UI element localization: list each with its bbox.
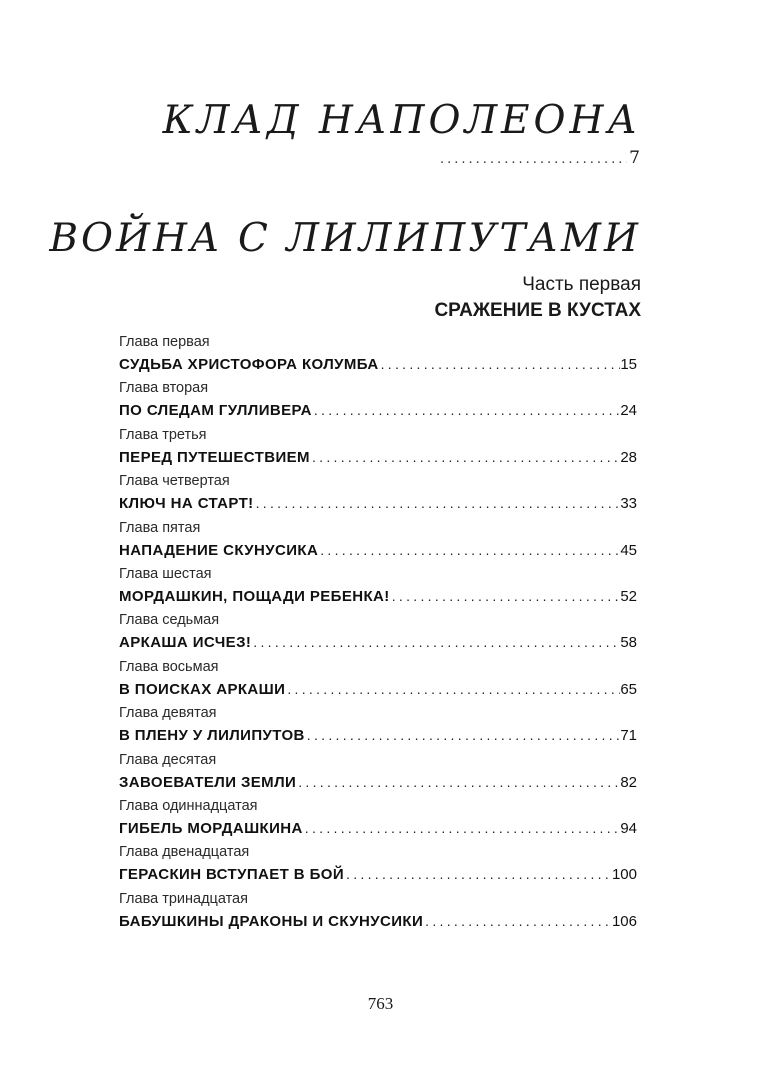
chapter-page-number: 94 bbox=[620, 819, 637, 837]
book-title-voyna-s-liliputami: ВОЙНА С ЛИЛИПУТАМИ bbox=[49, 216, 641, 261]
toc-entry[interactable] bbox=[119, 377, 637, 423]
chapter-page-number: 28 bbox=[620, 448, 637, 466]
chapter-title: КЛЮЧ НА СТАРТ! bbox=[119, 495, 254, 513]
dot-leader bbox=[318, 538, 620, 562]
toc-entry[interactable] bbox=[119, 795, 637, 841]
dot-leader bbox=[254, 491, 621, 515]
chapter-title: ПЕРЕД ПУТЕШЕСТВИЕМ bbox=[119, 448, 310, 466]
dot-leader bbox=[312, 398, 620, 422]
dot-leader bbox=[303, 816, 621, 840]
chapter-title: В ПОИСКАХ АРКАШИ bbox=[119, 680, 286, 698]
chapter-title: НАПАДЕНИЕ СКУНУСИКА bbox=[119, 541, 319, 559]
chapter-title: ПО СЛЕДАМ ГУЛЛИВЕРА bbox=[119, 402, 312, 420]
chapter-page-number: 52 bbox=[620, 587, 637, 605]
chapter-page-number: 45 bbox=[620, 541, 637, 559]
toc-entry[interactable] bbox=[119, 702, 637, 748]
chapter-title: МОРДАШКИН, ПОЩАДИ РЕБЕНКА! bbox=[119, 587, 390, 605]
chapter-title: ГИБЕЛЬ МОРДАШКИНА bbox=[119, 819, 303, 837]
chapter-page-number: 24 bbox=[620, 402, 637, 420]
chapter-page-number: 82 bbox=[620, 773, 637, 791]
chapter-title: БАБУШКИНЫ ДРАКОНЫ И СКУНУСИКИ bbox=[119, 912, 424, 930]
chapter-label: Глава двенадцатая bbox=[119, 844, 250, 861]
part-title: СРАЖЕНИЕ В КУСТАХ bbox=[434, 300, 641, 321]
dot-leader bbox=[423, 909, 612, 933]
chapter-label: Глава шестая bbox=[119, 565, 212, 582]
chapter-page-number: 71 bbox=[620, 727, 637, 745]
chapter-title: В ПЛЕНУ У ЛИЛИПУТОВ bbox=[119, 727, 305, 745]
toc-entry[interactable] bbox=[119, 609, 637, 655]
toc-entry[interactable] bbox=[119, 841, 637, 887]
chapter-label: Глава десятая bbox=[119, 751, 217, 768]
book-title-page-entry[interactable] bbox=[440, 148, 640, 168]
toc-entry[interactable] bbox=[119, 470, 637, 516]
toc-entry[interactable] bbox=[119, 656, 637, 702]
book-title-klad-napoleona: КЛАД НАПОЛЕОНА bbox=[162, 98, 641, 143]
chapter-label: Глава тринадцатая bbox=[119, 890, 248, 907]
toc-entry[interactable] bbox=[119, 888, 637, 934]
chapter-label: Глава одиннадцатая bbox=[119, 797, 258, 814]
chapter-page-number: 65 bbox=[620, 680, 637, 698]
dot-leader bbox=[285, 677, 620, 701]
chapter-page-number: 106 bbox=[611, 912, 637, 930]
chapter-page-number: 58 bbox=[620, 634, 637, 652]
chapter-label: Глава третья bbox=[119, 426, 207, 443]
chapter-title: ЗАВОЕВАТЕЛИ ЗЕМЛИ bbox=[119, 773, 297, 791]
book-title-page-number: 7 bbox=[629, 148, 640, 168]
dot-leader bbox=[305, 723, 621, 747]
toc-entry[interactable] bbox=[119, 749, 637, 795]
dot-leader bbox=[440, 152, 627, 167]
chapter-page-number: 100 bbox=[611, 866, 637, 884]
toc-entry[interactable] bbox=[119, 563, 637, 609]
toc-entry[interactable] bbox=[119, 331, 637, 377]
part-label: Часть первая bbox=[522, 274, 641, 295]
chapter-label: Глава девятая bbox=[119, 705, 217, 722]
table-of-contents bbox=[119, 331, 637, 934]
chapter-label: Глава вторая bbox=[119, 380, 209, 397]
chapter-label: Глава четвертая bbox=[119, 473, 230, 490]
chapter-title: СУДЬБА ХРИСТОФОРА КОЛУМБА bbox=[119, 356, 379, 373]
toc-entry[interactable] bbox=[119, 517, 637, 563]
dot-leader bbox=[379, 352, 621, 376]
chapter-label: Глава седьмая bbox=[119, 612, 220, 629]
chapter-label: Глава первая bbox=[119, 334, 210, 350]
chapter-page-number: 15 bbox=[620, 356, 637, 373]
chapter-label: Глава восьмая bbox=[119, 658, 219, 675]
toc-entry[interactable] bbox=[119, 424, 637, 470]
chapter-title: АРКАША ИСЧЕЗ! bbox=[119, 634, 252, 652]
dot-leader bbox=[296, 770, 620, 794]
dot-leader bbox=[344, 862, 612, 886]
page-number: 763 bbox=[367, 994, 394, 1013]
dot-leader bbox=[390, 584, 621, 608]
chapter-label: Глава пятая bbox=[119, 519, 201, 536]
dot-leader bbox=[251, 630, 620, 654]
dot-leader bbox=[310, 445, 620, 469]
chapter-page-number: 33 bbox=[620, 495, 637, 513]
chapter-title: ГЕРАСКИН ВСТУПАЕТ В БОЙ bbox=[119, 866, 345, 884]
